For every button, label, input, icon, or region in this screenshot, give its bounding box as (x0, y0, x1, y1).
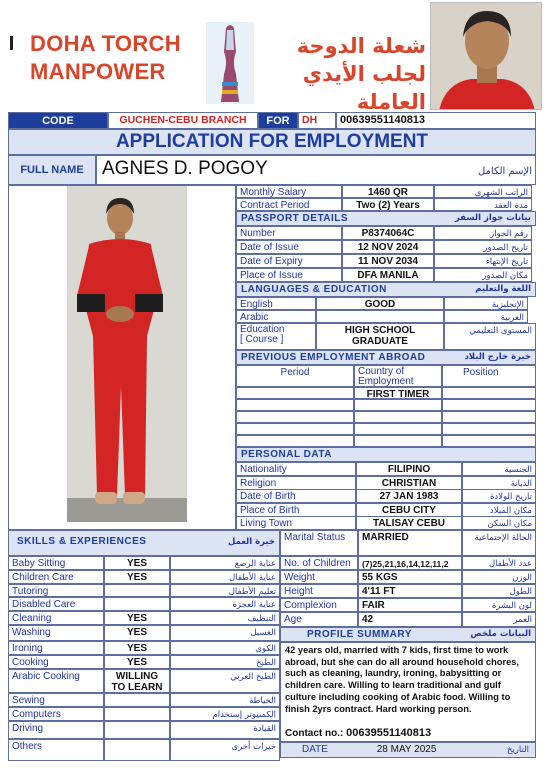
profile-line: 42 years old, married with 7 kids, first time to work (285, 645, 509, 655)
prev-country-cell (354, 423, 442, 435)
personal-4-label: Living Town (236, 516, 356, 530)
status-label-ar-5: العمر (462, 612, 536, 627)
skill-label-10: Computers (8, 707, 104, 721)
status-label-ar-4: لون البشرة (462, 598, 536, 612)
company-name-ar-line1: شعلة الدوحة (296, 34, 426, 58)
skills-title: SKILLS & EXPERIENCES (17, 536, 147, 547)
personal-3-value: CEBU CITY (356, 503, 462, 517)
contact-number (285, 728, 431, 740)
company-name-en (30, 30, 181, 86)
skill-label-ar-2: تعليم الأطفال (170, 584, 280, 597)
company-name-ar (258, 32, 426, 116)
languages-title: LANGUAGES & EDUCATION (241, 284, 387, 295)
date-row (280, 742, 536, 758)
status-label-4: Complexion (280, 598, 358, 612)
torch-tower-logo (206, 22, 254, 104)
skill-value-8 (104, 669, 170, 693)
skill-value-5: YES (104, 625, 170, 641)
skill-label-ar-9: الخياطة (170, 693, 280, 707)
skill-value-11 (104, 721, 170, 739)
status-label-ar-2: الوزن (462, 570, 536, 584)
personal-title: PERSONAL DATA (241, 449, 332, 460)
skill-label-1: Children Care (8, 570, 104, 584)
skill-label-11: Driving (8, 721, 104, 739)
passport-2-label: Date of Expiry (236, 254, 342, 268)
education-label (236, 323, 316, 350)
profile-line: finish 2yrs contract. Hard working person. (285, 703, 472, 714)
english-value: GOOD (316, 297, 444, 310)
education-label-ar: المستوى التعليمي (444, 323, 536, 350)
skill-label-7: Cooking (8, 655, 104, 669)
personal-3-label-ar: مكان الميلاد (462, 503, 536, 517)
passport-2-label-ar: تاريخ الإنتهاء (434, 254, 532, 268)
passport-3-label-ar: مكان الصدور (434, 268, 532, 282)
date-label-ar: التاريخ (506, 745, 529, 755)
languages-title-ar: اللغة والتعليم (475, 284, 531, 294)
skill-value-0: YES (104, 556, 170, 570)
full-name-value: AGNES D. POGOY (96, 155, 536, 185)
skill-value-line2: TO LEARN (111, 682, 163, 693)
skill-label-4: Cleaning (8, 611, 104, 625)
english-label-ar: الإنجليزية (444, 297, 528, 310)
prev-country-cell (354, 435, 442, 447)
prev-country-first-timer: FIRST TIMER (354, 387, 442, 399)
contract-period-value: Two (2) Years (342, 198, 434, 211)
status-value-4: FAIR (358, 598, 462, 612)
for-value: DH (298, 112, 336, 129)
arabic-value (316, 310, 444, 323)
skill-label-8: Arabic Cooking (8, 669, 104, 693)
prev-period-cell (236, 387, 354, 399)
skill-value-2 (104, 584, 170, 597)
status-label-ar-1: عدد الأطفال (462, 556, 536, 570)
page-title: APPLICATION FOR EMPLOYMENT (8, 129, 536, 155)
reference-number: 00639551140813 (336, 112, 536, 129)
arabic-label: Arabic (236, 310, 316, 323)
prev-country-cell (354, 411, 442, 423)
logo-mark (10, 36, 13, 50)
prev-period-cell (236, 411, 354, 423)
personal-1-value: CHRISTIAN (356, 476, 462, 490)
status-label-0: Marital Status (280, 530, 358, 556)
prev-position-cell (442, 399, 536, 411)
personal-4-label-ar: مكان السكن (462, 516, 536, 530)
skill-value-4: YES (104, 611, 170, 625)
col-country-2: Employment (358, 376, 414, 387)
skill-label-ar-0: عناية الرضع (170, 556, 280, 570)
languages-section-header (236, 282, 536, 297)
profile-summary-title-ar: البيانات ملخص (470, 629, 531, 639)
code-label: CODE (8, 112, 108, 129)
company-name-line2: MANPOWER (30, 59, 166, 84)
passport-title: PASSPORT DETAILS (241, 213, 349, 224)
full-name-label-ar: الإسم الكامل (477, 166, 532, 177)
prev-period-cell (236, 423, 354, 435)
previous-title: PREVIOUS EMPLOYMENT ABROAD (241, 352, 426, 363)
education-value (316, 323, 444, 350)
education-value-1: HIGH SCHOOL (344, 325, 416, 336)
skill-label-ar-6: الكوى (170, 641, 280, 655)
status-value-5: 42 (358, 612, 462, 627)
personal-data-header (236, 447, 536, 462)
passport-2-value: 11 NOV 2034 (342, 254, 434, 268)
personal-1-label: Religion (236, 476, 356, 490)
contact-value: 00639551140813 (346, 727, 432, 739)
status-label-2: Weight (280, 570, 358, 584)
personal-2-value: 27 JAN 1983 (356, 489, 462, 503)
status-label-5: Age (280, 612, 358, 627)
skill-label-ar-5: الغسيل (170, 625, 280, 641)
personal-2-label-ar: تاريخ الولادة (462, 489, 536, 503)
personal-2-label: Date of Birth (236, 489, 356, 503)
arabic-label-ar: العربية (444, 310, 528, 323)
skill-label-ar-1: عناية الأطفال (170, 570, 280, 584)
status-value-2: 55 KGS (358, 570, 462, 584)
salary-label-ar: الراتب الشهري (434, 185, 532, 198)
personal-0-value: FILIPINO (356, 462, 462, 476)
skill-label-ar-11: القيادة (170, 721, 280, 739)
company-name-line1: DOHA TORCH (30, 31, 181, 56)
status-value-1: (7)25,21,16,14,12,11,2 (358, 556, 462, 570)
skills-header (8, 530, 280, 556)
contract-period-label-ar: مدة العقد (434, 198, 532, 211)
skills-title-ar: خبرة العمل (227, 537, 275, 547)
skill-value-9 (104, 693, 170, 707)
personal-1-label-ar: الديانة (462, 476, 536, 490)
status-value-0: MARRIED (358, 530, 462, 556)
full-body-photo-frame (8, 185, 236, 530)
passport-3-label: Place of Issue (236, 268, 342, 282)
headshot-photo (430, 2, 542, 110)
education-label-1: Education (240, 324, 285, 335)
profile-line: such as cleaning, laundry, ironing, babysitting or (285, 668, 502, 679)
personal-3-label: Place of Birth (236, 503, 356, 517)
skill-value-3 (104, 597, 170, 611)
skill-label-12: Others (8, 739, 104, 761)
previous-title-ar: خبرة خارج البلاد (464, 352, 531, 362)
skill-value-10 (104, 707, 170, 721)
skill-value-line1: WILLING (115, 671, 159, 682)
salary-label: Monthly Salary (236, 185, 342, 198)
prev-country-cell (354, 399, 442, 411)
education-label-2: [ Course ] (240, 334, 284, 345)
personal-4-value: TALISAY CEBU (356, 516, 462, 530)
status-label-ar-3: الطول (462, 584, 536, 598)
skill-label-6: Ironing (8, 641, 104, 655)
passport-3-value: DFA MANILA (342, 268, 434, 282)
header (0, 0, 546, 112)
personal-0-label-ar: الجنسية (462, 462, 536, 476)
passport-0-label-ar: رقم الجواز (434, 226, 532, 240)
skill-value-12 (104, 739, 170, 761)
skill-value-7: YES (104, 655, 170, 669)
col-position: Position (442, 365, 536, 387)
profile-line: abroad, but she can do all around household chores, (285, 656, 520, 667)
profile-summary-header (280, 627, 536, 642)
passport-1-label: Date of Issue (236, 240, 342, 254)
prev-period-cell (236, 435, 354, 447)
skill-label-ar-3: عناية العجزة (170, 597, 280, 611)
passport-0-label: Number (236, 226, 342, 240)
skill-value-1: YES (104, 570, 170, 584)
prev-position-cell (442, 387, 536, 399)
skill-label-ar-7: الطبخ (170, 655, 280, 669)
salary-value: 1460 QR (342, 185, 434, 198)
prev-position-cell (442, 411, 536, 423)
status-value-3: 4'11 FT (358, 584, 462, 598)
full-name-label: FULL NAME (8, 155, 96, 185)
col-country-1: Country of (358, 366, 405, 377)
profile-summary-body (280, 642, 536, 742)
profile-summary-title: PROFILE SUMMARY (307, 629, 412, 640)
skill-label-ar-10: الكمبيوتر إستخدام (170, 707, 280, 721)
passport-1-label-ar: تاريخ الصدور (434, 240, 532, 254)
contract-period-label: Contract Period (236, 198, 342, 211)
full-body-photo (9, 186, 235, 529)
date-label: DATE (302, 744, 328, 755)
skill-label-9: Sewing (8, 693, 104, 707)
prev-period-cell (236, 399, 354, 411)
col-country (354, 365, 442, 387)
col-period: Period (236, 365, 354, 387)
passport-section-header (236, 211, 536, 226)
passport-1-value: 12 NOV 2024 (342, 240, 434, 254)
passport-0-value: P8374064C (342, 226, 434, 240)
skill-label-0: Baby Sitting (8, 556, 104, 570)
skill-label-ar-12: خبرات أخرى (170, 739, 280, 761)
skill-label-ar-8: الطبخ العربي (170, 669, 280, 693)
skill-label-2: Tutoring (8, 584, 104, 597)
status-label-ar-0: الحالة الإجتماعية (462, 530, 536, 556)
date-value: 28 MAY 2025 (376, 744, 437, 755)
for-label: FOR (258, 112, 298, 129)
skill-value-6: YES (104, 641, 170, 655)
skill-label-ar-4: التنظيف (170, 611, 280, 625)
previous-employment-header (236, 350, 536, 365)
profile-line: children care. Willing to learn traditional and gulf (285, 680, 501, 691)
skill-label-5: Washing (8, 625, 104, 641)
education-value-2: GRADUATE (352, 336, 408, 347)
contact-label: Contact no.: (285, 728, 344, 739)
personal-0-label: Nationality (236, 462, 356, 476)
status-label-1: No. of Children (280, 556, 358, 570)
branch-name: GUCHEN-CEBU BRANCH (108, 112, 258, 129)
status-label-3: Height (280, 584, 358, 598)
passport-title-ar: بيانات جواز السفر (454, 213, 531, 223)
prev-position-cell (442, 423, 536, 435)
company-name-ar-line2: لجلب الأيدي العاملة (302, 62, 426, 114)
skill-label-3: Disabled Care (8, 597, 104, 611)
english-label: English (236, 297, 316, 310)
prev-position-cell (442, 435, 536, 447)
profile-line: culture including cooking of Arabic food. Willing to (285, 691, 511, 702)
